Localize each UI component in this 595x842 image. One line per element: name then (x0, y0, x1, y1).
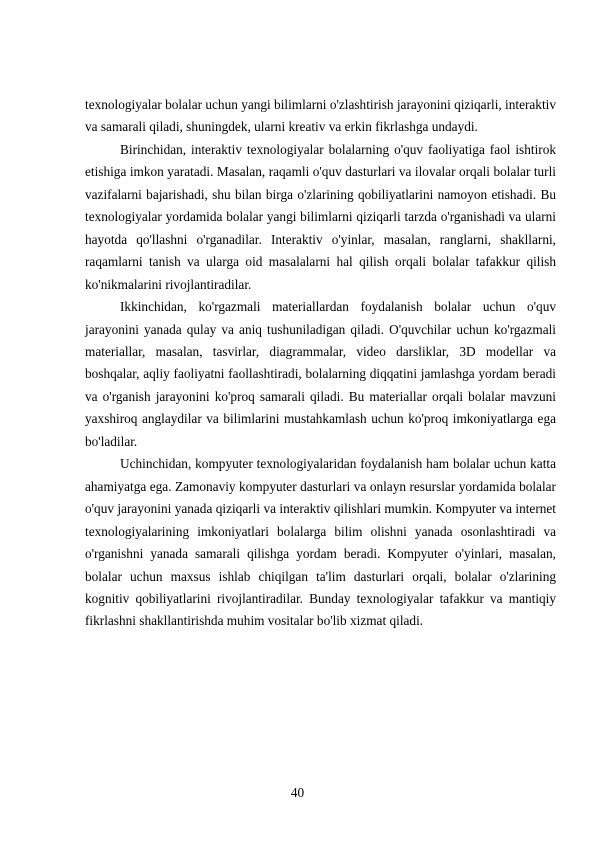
page-number: 40 (290, 785, 305, 800)
paragraph-interactive-technologies: Birinchidan, interaktiv texnologiyalar bolalarning o'quv faoliyatiga faol ishtirok etishiga imkon yaratadi. Masalan, raqamli o'quv dasturlari va ilovalar orqali bolalar turli vazifalarni bajarishadi, shu bilan birga o'zlarining qobiliyatlarini namoyon etishadi. Bu texnologiyalar yordamida bolalar yangi bilimlarni qiziqarli tarzda o'rganishadi va ularni hayotda qo'llashni o'rganadilar. Interaktiv o'yinlar, masalan, ranglarni, shakllarni, raqamlarni tanish va ularga oid masalalarni hal qilish orqali bolalar tafakkur qilish ko'nikmalarini rivojlantiradilar. (85, 141, 556, 292)
paragraph-visual-materials: Ikkinchidan, ko'rgazmali materiallardan foydalanish bolalar uchun o'quv jarayonini yanada qulay va aniq tushuniladigan qiladi. O'quvchilar uchun ko'rgazmali materiallar, masalan, tasvirlar, diagrammalar, video darsliklar, 3D modellar va boshqalar, aqliy faoliyatni faollashtiradi, bolalarning diqqatini jamlashga yordam beradi va o'rganish jarayonini ko'proq samarali qiladi. Bu materiallar orqali bolalar mavzuni yaxshiroq anglaydilar va bilimlarini mustahkamlash uchun ko'proq imkoniyatlarga ega bo'ladilar. (85, 299, 556, 449)
paragraph-continuation: texnologiyalar bolalar uchun yangi bilimlarni o'zlashtirish jarayonini qiziqarli, interaktiv va samarali qiladi, shuningdek, ularni kreativ va erkin fikrlashga undaydi. (85, 97, 556, 135)
paragraph-computer-technologies: Uchinchidan, kompyuter texnologiyalaridan foydalanish ham bolalar uchun katta ahamiyatga ega. Zamonaviy kompyuter dasturlari va onlayn resurslar yordamida bolalar o'quv jarayonini yanada qiziqarli va interaktiv qilishlari mumkin. Kompyuter va internet texnologiyalarining imkoniyatlari bolalarga bilim olishni yanada osonlashtiradi va o'rganishni yanada samarali qilishga yordam beradi. Kompyuter o'yinlari, masalan, bolalar uchun maxsus ishlab chiqilgan ta'lim dasturlari orqali, bolalar o'zlarining kognitiv qobiliyatlarini rivojlantiradilar. Bunday texnologiyalar tafakkur va mantiqiy fikrlashni shakllantirishda muhim vositalar bo'lib xizmat qiladi. (85, 456, 556, 629)
page-body (85, 94, 556, 633)
